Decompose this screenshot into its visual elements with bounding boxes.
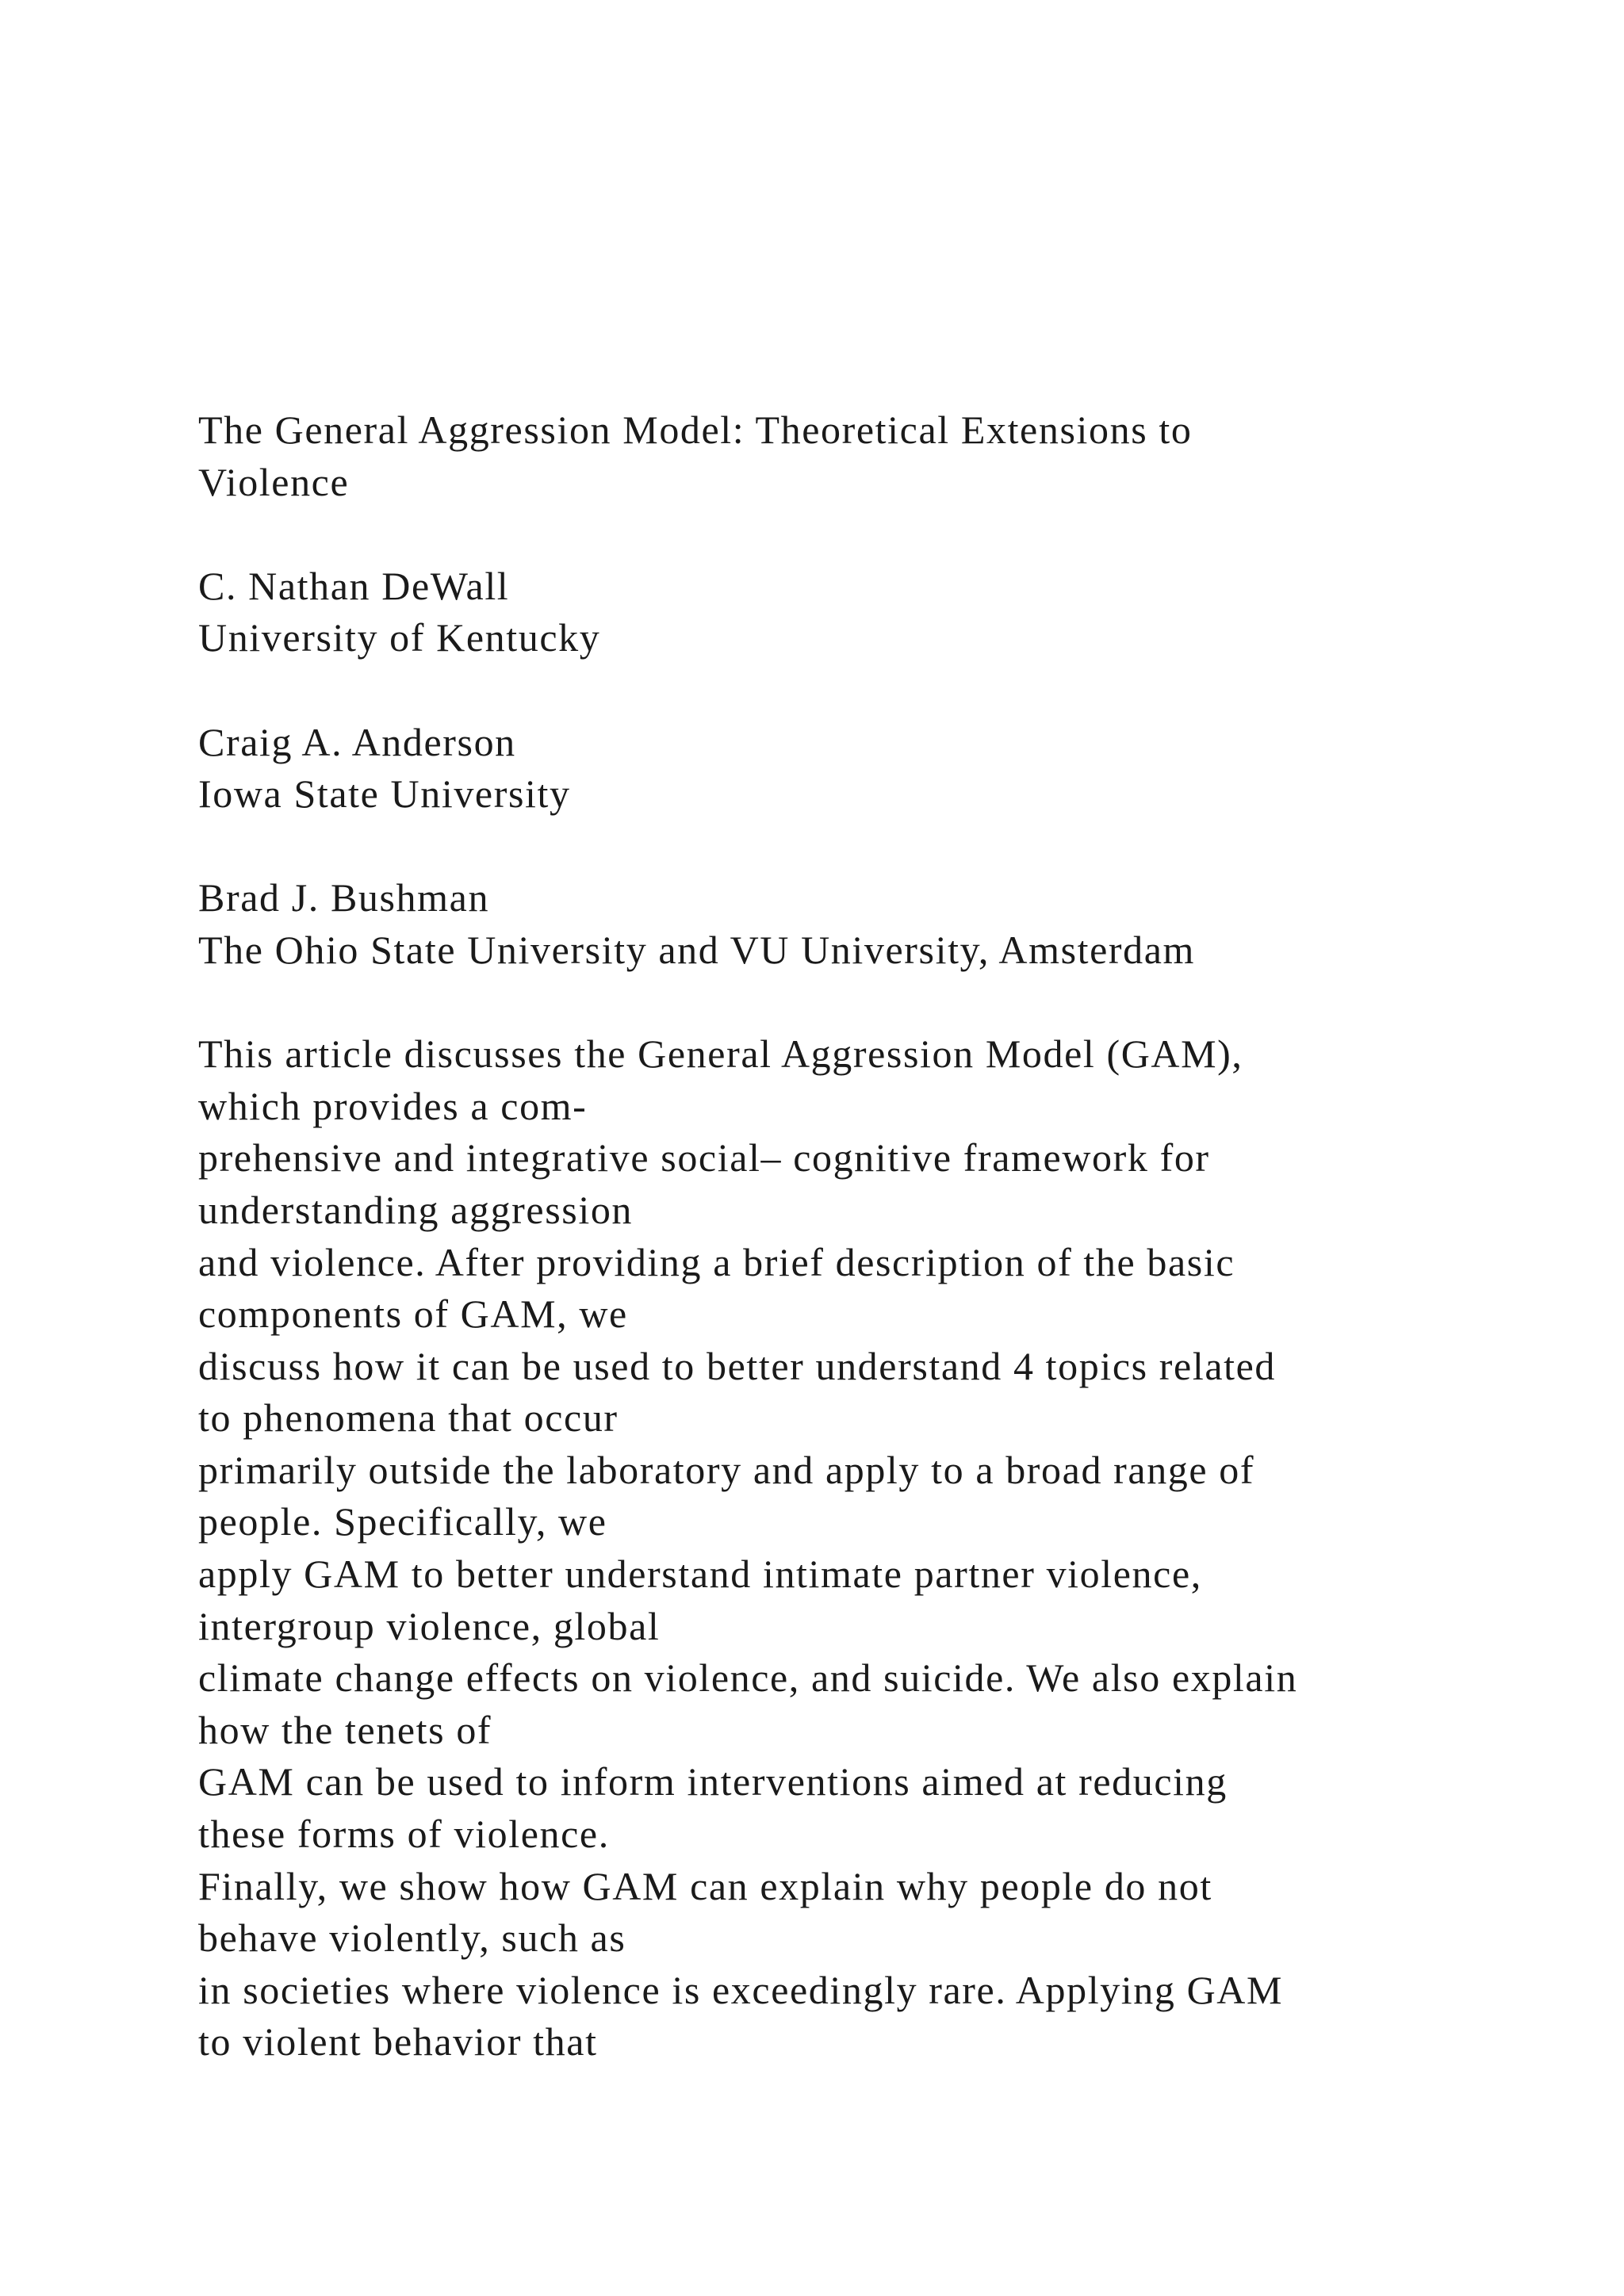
abstract-line: components of GAM, we: [198, 1292, 628, 1337]
abstract-line: discuss how it can be used to better understand 4 topics related: [198, 1343, 1277, 1388]
abstract-line: This article discusses the General Aggression Model (GAM),: [198, 1031, 1243, 1077]
abstract-line: climate change effects on violence, and suicide. We also explain: [198, 1655, 1298, 1701]
abstract-line: to violent behavior that: [198, 2019, 598, 2064]
title-line: The General Aggression Model: Theoretical Extensions to: [198, 408, 1193, 452]
abstract-line: primarily outside the laboratory and apply to a broad range of: [198, 1447, 1255, 1492]
author-name: Brad J. Bushman: [198, 875, 490, 920]
author-name: C. Nathan DeWall: [198, 563, 510, 608]
spacer: [198, 977, 1562, 1029]
abstract-line: GAM can be used to inform interventions aimed at reducing: [198, 1759, 1228, 1804]
document-text: [198, 404, 1562, 2068]
abstract-line: how the tenets of: [198, 1707, 492, 1752]
author-affiliation: University of Kentucky: [198, 615, 601, 660]
author-affiliation: The Ohio State University and VU University, Amsterdam: [198, 927, 1196, 972]
abstract-line: and violence. After providing a brief description of the basic: [198, 1239, 1235, 1284]
abstract-line: intergroup violence, global: [198, 1603, 661, 1648]
abstract-line: behave violently, such as: [198, 1915, 626, 1961]
author-affiliation: Iowa State University: [198, 771, 571, 817]
abstract-line: to phenomena that occur: [198, 1395, 619, 1441]
abstract-line: prehensive and integrative social– cognitive framework for: [198, 1135, 1210, 1181]
spacer: [198, 508, 1562, 561]
title-line: Violence: [198, 459, 350, 504]
abstract-line: understanding aggression: [198, 1187, 634, 1232]
abstract-line: people. Specifically, we: [198, 1499, 607, 1544]
abstract-line: these forms of violence.: [198, 1812, 610, 1857]
spacer: [198, 821, 1562, 873]
abstract-line: in societies where violence is exceedingly rare. Applying GAM: [198, 1967, 1284, 2012]
abstract-line: Finally, we show how GAM can explain why people do not: [198, 1863, 1212, 1908]
abstract-line: apply GAM to better understand intimate partner violence,: [198, 1552, 1202, 1597]
author-name: Craig A. Anderson: [198, 719, 516, 764]
spacer: [198, 664, 1562, 717]
abstract-line: which provides a com-: [198, 1083, 588, 1128]
